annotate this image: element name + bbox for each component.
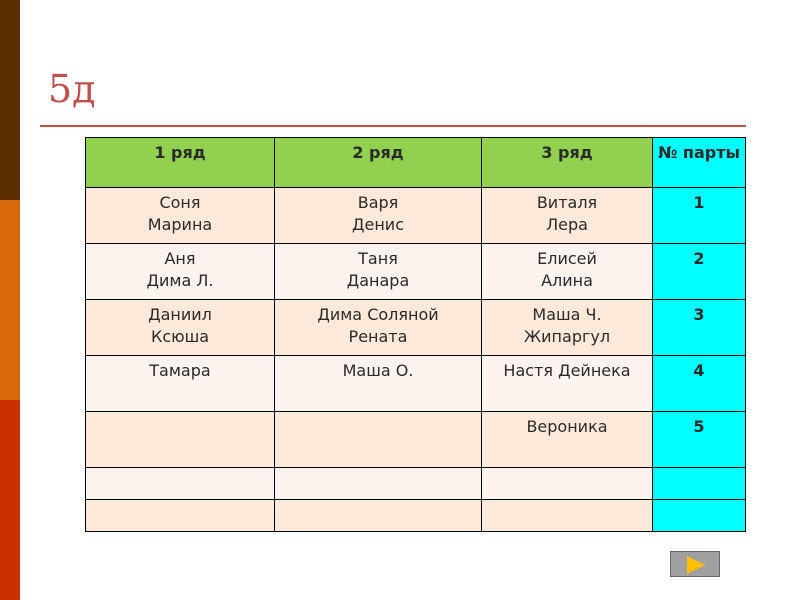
decor-bar-middle xyxy=(0,200,20,400)
student-name: Виталя xyxy=(536,193,598,212)
student-name: Даниил xyxy=(148,305,212,324)
seat-cell-row-2 xyxy=(275,468,482,500)
desk-number-cell: 4 xyxy=(653,356,746,412)
student-name: Рената xyxy=(348,327,408,346)
seat-cell-row-3 xyxy=(482,244,653,300)
student-name: Маша О. xyxy=(342,361,414,380)
table-row xyxy=(86,300,746,356)
student-name: Маша Ч. xyxy=(532,305,602,324)
table-row xyxy=(86,412,746,468)
student-name: Жипаргул xyxy=(523,327,611,346)
student-name: Настя Дейнека xyxy=(503,361,631,380)
header-row-2: 2 ряд xyxy=(275,138,482,188)
seat-cell-row-3 xyxy=(482,468,653,500)
seat-cell-row-3 xyxy=(482,412,653,468)
student-name: Дима Л. xyxy=(146,271,214,290)
table-row xyxy=(86,188,746,244)
seat-cell-row-2 xyxy=(275,300,482,356)
student-name: Соня xyxy=(159,193,201,212)
desk-number-cell: 5 xyxy=(653,412,746,468)
student-name: Данара xyxy=(346,271,410,290)
table-row xyxy=(86,468,746,500)
slide-title: 5д xyxy=(48,67,96,111)
seat-cell-row-2 xyxy=(275,188,482,244)
seating-table xyxy=(85,137,746,532)
student-name: Ксюша xyxy=(150,327,210,346)
seat-cell-row-1 xyxy=(86,356,275,412)
seat-cell-row-1 xyxy=(86,300,275,356)
seat-cell-row-3 xyxy=(482,356,653,412)
decor-bar-bottom xyxy=(0,400,20,600)
student-name: Варя xyxy=(357,193,399,212)
play-arrow-icon xyxy=(687,556,705,574)
header-row-3: 3 ряд xyxy=(482,138,653,188)
student-name: Дима Соляной xyxy=(317,305,439,324)
student-name: Вероника xyxy=(526,417,608,436)
seat-cell-row-3 xyxy=(482,500,653,532)
table-header-row xyxy=(86,138,746,188)
desk-number-cell: 2 xyxy=(653,244,746,300)
header-row-1: 1 ряд xyxy=(86,138,275,188)
student-name: Денис xyxy=(352,215,404,234)
table-row xyxy=(86,356,746,412)
seat-cell-row-3 xyxy=(482,300,653,356)
student-name: Аня xyxy=(164,249,196,268)
seat-cell-row-1 xyxy=(86,500,275,532)
decor-bar-top xyxy=(0,0,20,200)
table-row xyxy=(86,500,746,532)
header-desk-number: № парты xyxy=(653,138,746,188)
desk-number-cell xyxy=(653,500,746,532)
table-row xyxy=(86,244,746,300)
desk-number-cell: 1 xyxy=(653,188,746,244)
student-name: Марина xyxy=(147,215,213,234)
student-name: Алина xyxy=(541,271,593,290)
seat-cell-row-2 xyxy=(275,412,482,468)
seat-cell-row-1 xyxy=(86,188,275,244)
desk-number-cell xyxy=(653,468,746,500)
student-name: Тамара xyxy=(149,361,211,380)
seat-cell-row-2 xyxy=(275,244,482,300)
seat-cell-row-3 xyxy=(482,188,653,244)
student-name: Таня xyxy=(358,249,398,268)
seat-cell-row-2 xyxy=(275,500,482,532)
seat-cell-row-2 xyxy=(275,356,482,412)
next-slide-button[interactable] xyxy=(670,551,720,577)
seat-cell-row-1 xyxy=(86,412,275,468)
student-name: Лера xyxy=(546,215,588,234)
student-name: Елисей xyxy=(537,249,597,268)
desk-number-cell: 3 xyxy=(653,300,746,356)
title-divider xyxy=(40,125,746,127)
seat-cell-row-1 xyxy=(86,244,275,300)
seat-cell-row-1 xyxy=(86,468,275,500)
